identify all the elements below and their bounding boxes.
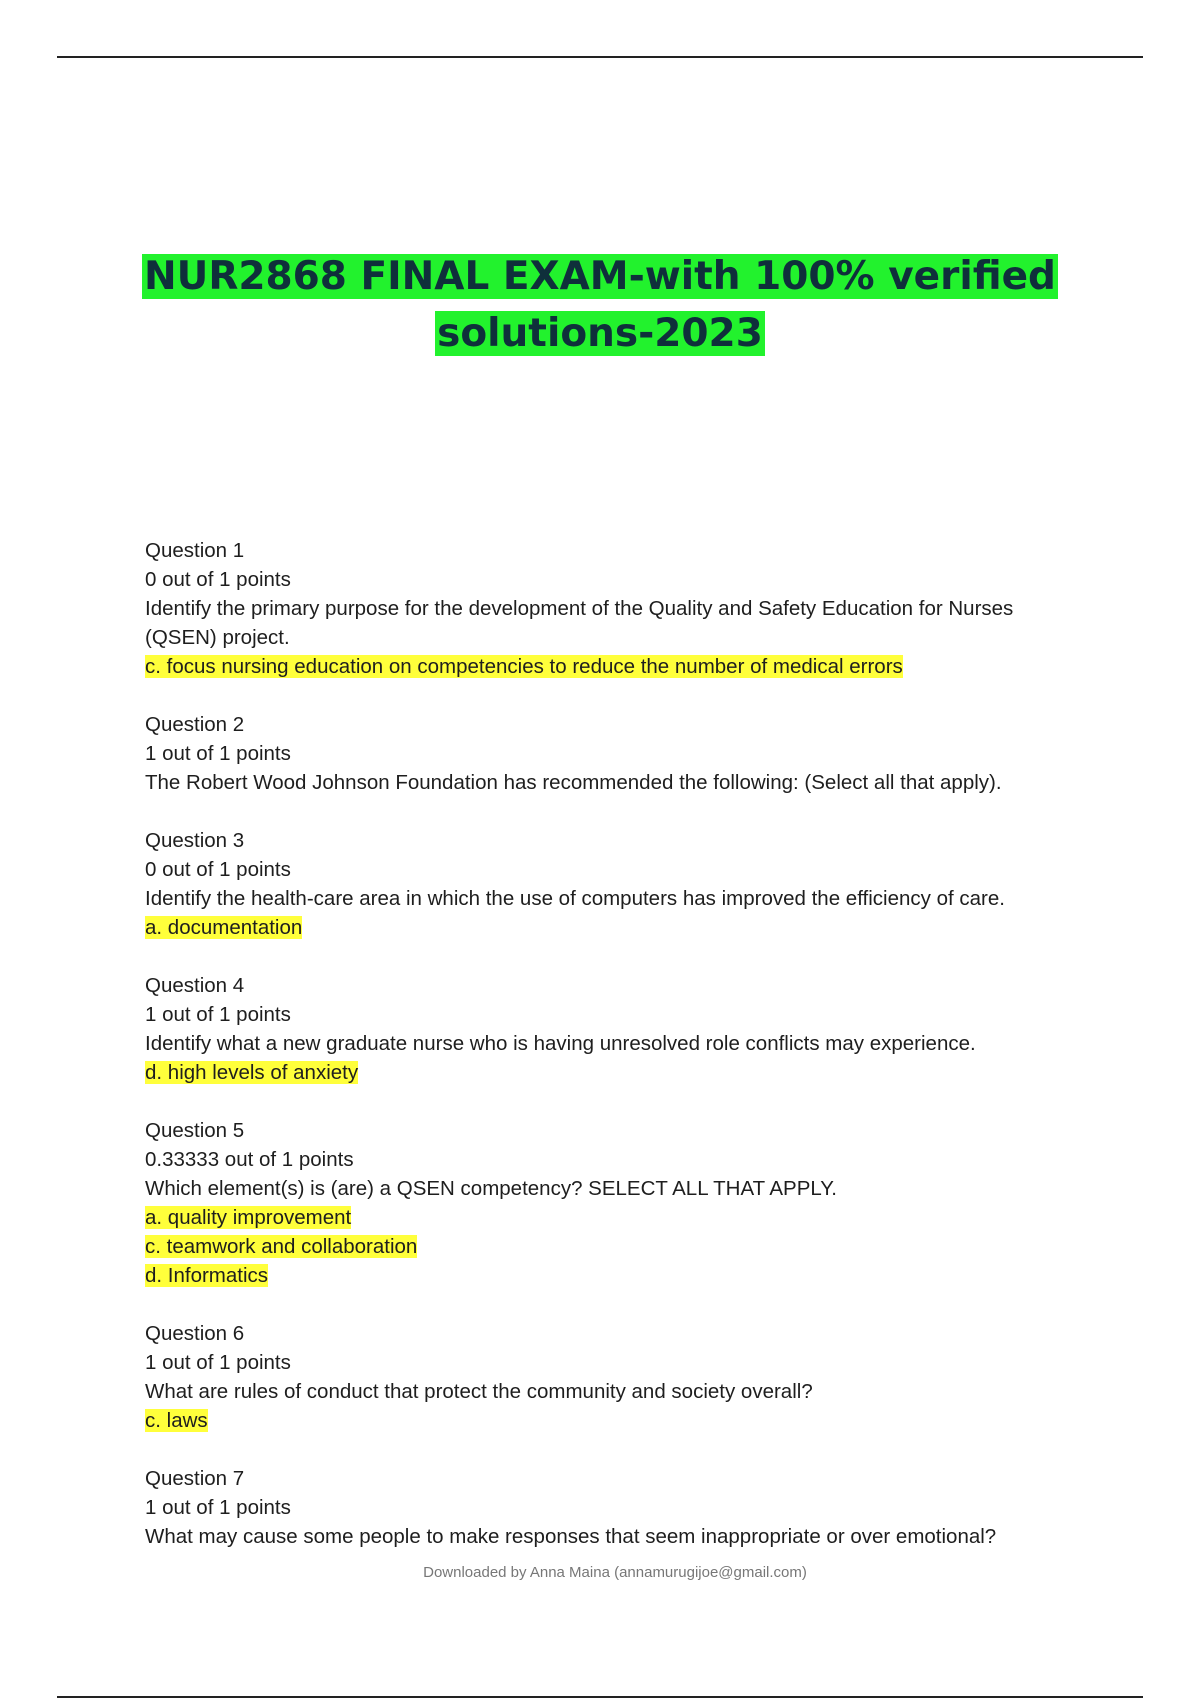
top-rule: [57, 56, 1143, 58]
question-label: Question 4: [145, 974, 245, 997]
highlighted-answer: d. Informatics: [145, 1264, 269, 1287]
question-label: Question 1: [145, 539, 245, 562]
question-label: Question 3: [145, 829, 245, 852]
question-list: [145, 536, 1085, 1580]
download-footer: Downloaded by Anna Maina (annamurugijoe@gmail.com): [423, 1564, 807, 1581]
question-4: [145, 971, 1085, 1087]
question-prompt: Identify the primary purpose for the development of the Quality and Safety Education for Nurses (QSEN) project.: [145, 597, 1014, 649]
title-line-1: NUR2868 FINAL EXAM-with 100% verified: [144, 254, 1056, 299]
highlighted-answer: c. focus nursing education on competencies to reduce the number of medical errors: [145, 655, 903, 678]
title-line-2: solutions-2023: [437, 311, 763, 356]
question-prompt: Identify the health-care area in which the use of computers has improved the efficiency of care.: [145, 887, 1005, 910]
question-label: Question 6: [145, 1322, 245, 1345]
highlighted-answer: c. teamwork and collaboration: [145, 1235, 418, 1258]
question-score: 1 out of 1 points: [145, 1003, 291, 1026]
question-prompt: What may cause some people to make responses that seem inappropriate or over emotional?: [145, 1525, 997, 1548]
question-prompt: The Robert Wood Johnson Foundation has recommended the following: (Select all that apply).: [145, 771, 1002, 794]
question-2: [145, 710, 1085, 797]
question-prompt: What are rules of conduct that protect the community and society overall?: [145, 1380, 813, 1403]
highlighted-answer: a. quality improvement: [145, 1206, 352, 1229]
question-label: Question 5: [145, 1119, 245, 1142]
question-score: 1 out of 1 points: [145, 1496, 291, 1519]
highlighted-answer: a. documentation: [145, 916, 303, 939]
bottom-rule: [57, 1696, 1143, 1698]
highlighted-answer: c. laws: [145, 1409, 208, 1432]
question-prompt: Identify what a new graduate nurse who is having unresolved role conflicts may experience.: [145, 1032, 976, 1055]
question-label: Question 7: [145, 1467, 245, 1490]
question-1: [145, 536, 1085, 681]
document-title: [0, 248, 1200, 362]
question-5: [145, 1116, 1085, 1290]
question-score: 0 out of 1 points: [145, 568, 291, 591]
question-score: 0 out of 1 points: [145, 858, 291, 881]
question-score: 0.33333 out of 1 points: [145, 1148, 354, 1171]
question-score: 1 out of 1 points: [145, 742, 291, 765]
question-7: [145, 1464, 1085, 1551]
question-prompt: Which element(s) is (are) a QSEN competency? SELECT ALL THAT APPLY.: [145, 1177, 837, 1200]
question-6: [145, 1319, 1085, 1435]
question-3: [145, 826, 1085, 942]
question-label: Question 2: [145, 713, 245, 736]
highlighted-answer: d. high levels of anxiety: [145, 1061, 359, 1084]
question-score: 1 out of 1 points: [145, 1351, 291, 1374]
